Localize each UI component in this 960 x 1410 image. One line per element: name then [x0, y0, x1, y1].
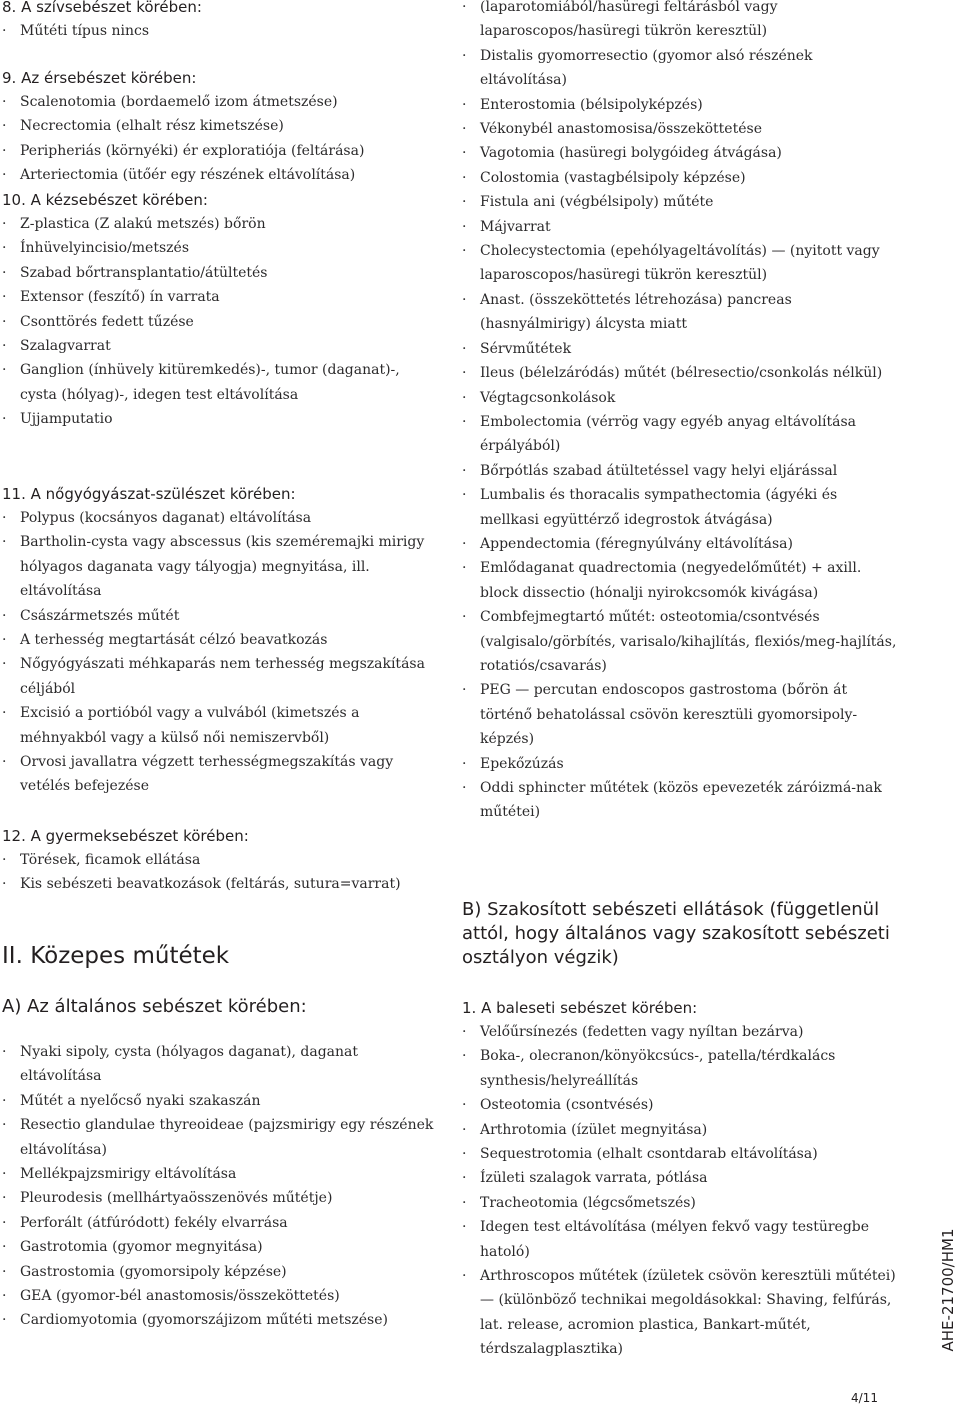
item-text: Perforált (átfúródott) fekély elvarrása [20, 1214, 288, 1231]
section-10 [0, 188, 440, 432]
bullet-icon: · [462, 47, 467, 64]
bullet-icon: · [2, 656, 7, 673]
item-text: Peripheriás (környéki) ér exploratiója (feltárása) [20, 142, 365, 159]
list-item [460, 215, 900, 239]
list-item [460, 1118, 900, 1142]
item-text: Tracheotomia (légcsőmetszés) [480, 1194, 696, 1211]
bullet-icon: · [2, 313, 7, 330]
item-text: Polypus (kocsányos daganat) eltávolítása [20, 510, 312, 526]
bullet-icon: · [462, 609, 467, 626]
list-item [0, 872, 440, 896]
bullet-icon: · [462, 1170, 467, 1187]
section-title-b: B) Szakosított sebészeti ellátások (függetlenül attól, hogy általános vagy szakosított sebészeti osztályon végzik) [462, 899, 890, 968]
bullet-icon: · [2, 754, 7, 771]
list-item [0, 212, 440, 236]
list-item [460, 678, 900, 751]
item-text: Cholecystectomia (epehólyageltávolítás) — (nyitott vagy laparoscopos/hasüregi tükrön keresztül) [480, 243, 880, 284]
bullet-icon: · [462, 1097, 467, 1114]
list-item [460, 1215, 900, 1264]
item-text: Orvosi javallatra végzett terhességmegszakítás vagy vetélés befejezése [20, 754, 394, 795]
item-text: Combfejmegtartó műtét: osteotomia/csontvésés (valgisalo/görbítés, varisalo/kihajlítás, flexiós/meg-hajlítás, rotatiós/csavarás) [480, 609, 897, 674]
bullet-icon: · [462, 1024, 467, 1040]
list-item [0, 604, 440, 628]
item-text: Enterostomia (bélsipolyképzés) [480, 96, 703, 113]
bullet-icon: · [462, 1048, 467, 1065]
continued-list [460, 0, 900, 825]
section-title-a: A) Az általános sebészet körében: [2, 996, 307, 1017]
item-text: Vagotomia (hasüregi bolygóideg átvágása) [480, 145, 782, 162]
page-number: 4/11 [851, 1391, 878, 1405]
item-text: Emlődaganat quadrectomia (negyedelőműtét) + axill. block dissectio (hónalji nyirokcsomók kivágása) [480, 560, 862, 601]
item-list [0, 19, 440, 43]
bullet-icon: · [462, 682, 467, 699]
item-list [0, 212, 440, 432]
bullet-icon: · [462, 169, 467, 186]
bullet-icon: · [2, 118, 7, 135]
item-text: Csonttörés fedett tűzése [20, 313, 194, 330]
bullet-icon: · [462, 413, 467, 430]
bullet-icon: · [2, 1117, 7, 1134]
section-heading: 11. A nőgyógyászat-szülészet körében: [2, 485, 296, 503]
item-text: Nőgyógyászati méhkaparás nem terhesség megszakítása céljából [20, 656, 425, 697]
list-item [460, 117, 900, 141]
item-text: Arthrotomia (ízület megnyitása) [480, 1121, 708, 1138]
list-item [0, 848, 440, 872]
item-text: Szalagvarrat [20, 338, 111, 355]
item-text: Műtéti típus nincs [20, 23, 150, 39]
section-12 [0, 824, 440, 897]
item-text: Mellékpajzsmirigy eltávolítása [20, 1166, 237, 1183]
bullet-icon: · [462, 560, 467, 577]
bullet-icon: · [462, 291, 467, 308]
bullet-icon: · [462, 121, 467, 138]
bullet-icon: · [462, 0, 467, 15]
item-text: Scalenotomia (bordaemelő izom átmetszése) [20, 94, 338, 110]
bullet-icon: · [2, 167, 7, 184]
list-item [0, 139, 440, 163]
bullet-icon: · [462, 194, 467, 211]
item-text: Necrectomia (elhalt rész kimetszése) [20, 118, 284, 135]
bullet-icon: · [462, 1194, 467, 1211]
item-text: Sequestrotomia (elhalt csontdarab eltávolítása) [480, 1146, 818, 1163]
list-item [0, 1113, 440, 1162]
item-text: Gastrostomia (gyomorsipoly képzése) [20, 1263, 287, 1280]
list-item [460, 288, 900, 337]
list-item [460, 93, 900, 117]
section-heading: 12. A gyermeksebészet körében: [2, 827, 249, 845]
list-item [460, 1264, 900, 1362]
bullet-icon: · [2, 607, 7, 624]
section-heading: 10. A kézsebészet körében: [2, 191, 208, 209]
list-item [0, 652, 440, 701]
bullet-icon: · [2, 94, 7, 110]
list-item [0, 506, 440, 530]
bullet-icon: · [462, 340, 467, 357]
section-11 [0, 482, 440, 799]
bullet-icon: · [2, 1214, 7, 1231]
list-item [0, 1308, 440, 1332]
item-text: Bartholin-cysta vagy abscessus (kis szeméremajki mirigy hólyagos daganata vagy tályogja) megnyitása, ill. eltávolítása [20, 534, 425, 600]
item-text: Ujjamputatio [20, 411, 113, 428]
list-item [460, 1142, 900, 1166]
item-text: Velőűrsínezés (fedetten vagy nyíltan bezárva) [480, 1024, 804, 1040]
item-text: Arteriectomia (ütőér egy részének eltávolítása) [20, 167, 356, 184]
item-list [460, 1020, 900, 1362]
list-item [0, 19, 440, 43]
item-text: Appendectomia (féregnyúlvány eltávolítása) [480, 535, 793, 552]
bullet-icon: · [2, 264, 7, 281]
section-1-trauma [460, 996, 900, 1362]
item-text: (laparotomiából/hasüregi feltárásból vagy laparoscopos/hasüregi tükrön keresztül) [480, 0, 778, 40]
list-item [0, 1162, 440, 1186]
bullet-icon: · [2, 1166, 7, 1183]
bullet-icon: · [462, 218, 467, 235]
list-item [460, 459, 900, 483]
item-text: Idegen test eltávolítása (mélyen fekvő vagy testüregbe hatoló) [480, 1219, 870, 1260]
item-text: Törések, ficamok ellátása [20, 852, 201, 868]
item-text: Pleurodesis (mellhártyaösszenövés műtétje) [20, 1190, 333, 1207]
item-text: Fistula ani (végbélsipoly) műtéte [480, 194, 714, 211]
list-item [460, 410, 900, 459]
list-item [0, 1235, 440, 1259]
item-list [0, 1040, 440, 1333]
list-item [0, 261, 440, 285]
bullet-icon: · [2, 1092, 7, 1109]
list-item [0, 285, 440, 309]
section-heading: 9. Az érsebészet körében: [2, 69, 197, 87]
list-item [460, 361, 900, 385]
item-text: Májvarrat [480, 218, 551, 235]
bullet-icon: · [2, 362, 7, 379]
list-item [460, 1191, 900, 1215]
item-text: Z-plastica (Z alakú metszés) bőrön [20, 216, 266, 232]
bullet-icon: · [462, 487, 467, 504]
item-text: Kis sebészeti beavatkozások (feltárás, sutura=varrat) [20, 876, 401, 893]
bullet-icon: · [2, 240, 7, 257]
bullet-icon: · [2, 411, 7, 428]
item-text: Distalis gyomorresectio (gyomor alsó részének eltávolítása) [480, 47, 813, 89]
bullet-icon: · [462, 535, 467, 552]
bullet-icon: · [2, 1288, 7, 1305]
item-text: Bőrpótlás szabad átültetéssel vagy helyi eljárással [480, 462, 838, 479]
list-item [460, 0, 900, 44]
item-list [0, 90, 440, 188]
bullet-icon: · [462, 462, 467, 479]
bullet-icon: · [462, 1268, 467, 1285]
bullet-icon: · [462, 365, 467, 382]
list-item [460, 752, 900, 776]
list-item [460, 190, 900, 214]
list-item [460, 1020, 900, 1044]
bullet-icon: · [462, 389, 467, 406]
item-text: Arthroscopos műtétek (ízületek csövön keresztüli műtétei) — (különböző technikai megoldásokkal: Shaving, felfúrás, lat. release, acromion plastica, Bankart-műtét, térdszalagplasztika) [480, 1268, 896, 1358]
list-item [0, 236, 440, 260]
bullet-icon: · [2, 510, 7, 526]
list-item [460, 166, 900, 190]
item-text: GEA (gyomor-bél anastomosis/összeköttetés) [20, 1288, 340, 1305]
list-item [0, 530, 440, 603]
item-text: Osteotomia (csontvésés) [480, 1097, 654, 1114]
list-item [460, 1166, 900, 1190]
item-text: Excisió a portióból vagy a vulvából (kimetszés a méhnyakból vagy a külső női nemiszervből) [20, 705, 360, 746]
item-text: Ínhüvelyincisio/metszés [20, 240, 189, 257]
list-item [0, 334, 440, 358]
item-list [0, 506, 440, 799]
bullet-icon: · [462, 96, 467, 113]
bullet-icon: · [2, 534, 7, 551]
bullet-icon: · [2, 142, 7, 159]
bullet-icon: · [2, 1263, 7, 1280]
bullet-icon: · [2, 852, 7, 868]
bullet-icon: · [2, 1239, 7, 1256]
list-item [460, 239, 900, 288]
list-item [460, 532, 900, 556]
bullet-icon: · [2, 289, 7, 306]
list-item [0, 1260, 440, 1284]
bullet-icon: · [2, 705, 7, 722]
list-item [0, 628, 440, 652]
bullet-icon: · [2, 876, 7, 893]
item-text: PEG — percutan endoscopos gastrostoma (bőrön át történő behatolással csövön keresztüli gyomorsipoly-képzés) [480, 682, 858, 748]
list-item [460, 141, 900, 165]
item-text: Sérvműtétek [480, 340, 572, 357]
bullet-icon: · [462, 243, 467, 260]
item-text: Császármetszés műtét [20, 607, 180, 624]
bullet-icon: · [462, 780, 467, 796]
item-text: Lumbalis és thoracalis sympathectomia (ágyéki és mellkasi együttérző idegrostok átvágása) [480, 487, 838, 528]
item-text: Anast. (összeköttetés létrehozása) pancreas (hasnyálmirigy) álcysta miatt [480, 291, 792, 333]
bullet-icon: · [2, 1044, 7, 1060]
section-9 [0, 66, 440, 188]
bullet-icon: · [462, 1121, 467, 1138]
item-text: A terhesség megtartását célzó beavatkozás [20, 632, 328, 649]
document-code: AHE-21700/HM1 [939, 1228, 957, 1352]
item-text: Cardiomyotomia (gyomorszájizom műtéti metszése) [20, 1312, 388, 1329]
item-text: Vékonybél anastomosisa/összeköttetése [480, 121, 762, 138]
section-8 [0, 0, 440, 43]
list-item [0, 1089, 440, 1113]
list-item [0, 1040, 440, 1089]
list-item [0, 750, 440, 799]
bullet-icon: · [2, 1312, 7, 1329]
bullet-icon: · [2, 632, 7, 649]
section-heading: 8. A szívsebészet körében: [2, 0, 202, 16]
list-item [460, 337, 900, 361]
item-text: Resectio glandulae thyreoideae (pajzsmirigy egy részének eltávolítása) [20, 1117, 434, 1158]
section-B [460, 898, 900, 970]
bullet-icon: · [462, 1146, 467, 1163]
list-item [0, 407, 440, 431]
list-item [0, 701, 440, 750]
list-item [460, 776, 900, 825]
list-item [0, 163, 440, 187]
list-item [460, 386, 900, 410]
item-text: Boka-, olecranon/könyökcsúcs-, patella/térdkalács synthesis/helyreállítás [480, 1048, 836, 1089]
item-text: Embolectomia (vérrög vagy egyéb anyag eltávolítása érpályából) [480, 413, 856, 455]
item-text: Nyaki sipoly, cysta (hólyagos daganat), daganat eltávolítása [20, 1044, 358, 1085]
list-item [460, 605, 900, 678]
item-text: Ízületi szalagok varrata, pótlása [480, 1170, 708, 1187]
bullet-icon: · [462, 145, 467, 162]
item-text: Végtagcsonkolások [480, 389, 616, 406]
list-item [460, 483, 900, 532]
list-item [0, 1186, 440, 1210]
list-item [0, 1284, 440, 1308]
bullet-icon: · [2, 216, 7, 232]
bullet-icon: · [462, 1219, 467, 1236]
list-item [0, 90, 440, 114]
item-text: Ganglion (ínhüvely kitüremkedés)-, tumor (daganat)-, cysta (hólyag)-, idegen test eltávolítása [20, 362, 400, 403]
list-item [460, 556, 900, 605]
list-item [0, 358, 440, 407]
section-title-ii: II. Közepes műtétek [2, 943, 230, 969]
section-II [0, 941, 440, 971]
item-text: Colostomia (vastagbélsipoly képzése) [480, 169, 746, 186]
item-list [460, 0, 900, 825]
item-text: Szabad bőrtransplantatio/átültetés [20, 264, 268, 281]
item-text: Ileus (bélelzáródás) műtét (bélresectio/csonkolás nélkül) [480, 365, 883, 382]
list-item [0, 310, 440, 334]
section-heading: 1. A baleseti sebészet körében: [462, 999, 698, 1017]
list-item [460, 1044, 900, 1093]
section-A [0, 995, 440, 1333]
bullet-icon: · [2, 23, 7, 39]
item-text: Epekőzúzás [480, 755, 564, 772]
list-item [460, 1093, 900, 1117]
item-list [0, 848, 440, 897]
bullet-icon: · [2, 338, 7, 355]
item-text: Extensor (feszítő) ín varrata [20, 289, 220, 306]
item-text: Gastrotomia (gyomor megnyitása) [20, 1239, 263, 1256]
bullet-icon: · [462, 755, 467, 772]
list-item [0, 1211, 440, 1235]
item-text: Oddi sphincter műtétek (közös epevezeték záróizmá-nak műtétei) [480, 780, 882, 821]
item-text: Műtét a nyelőcső nyaki szakaszán [20, 1092, 261, 1109]
bullet-icon: · [2, 1190, 7, 1207]
list-item [0, 114, 440, 138]
list-item [460, 44, 900, 93]
